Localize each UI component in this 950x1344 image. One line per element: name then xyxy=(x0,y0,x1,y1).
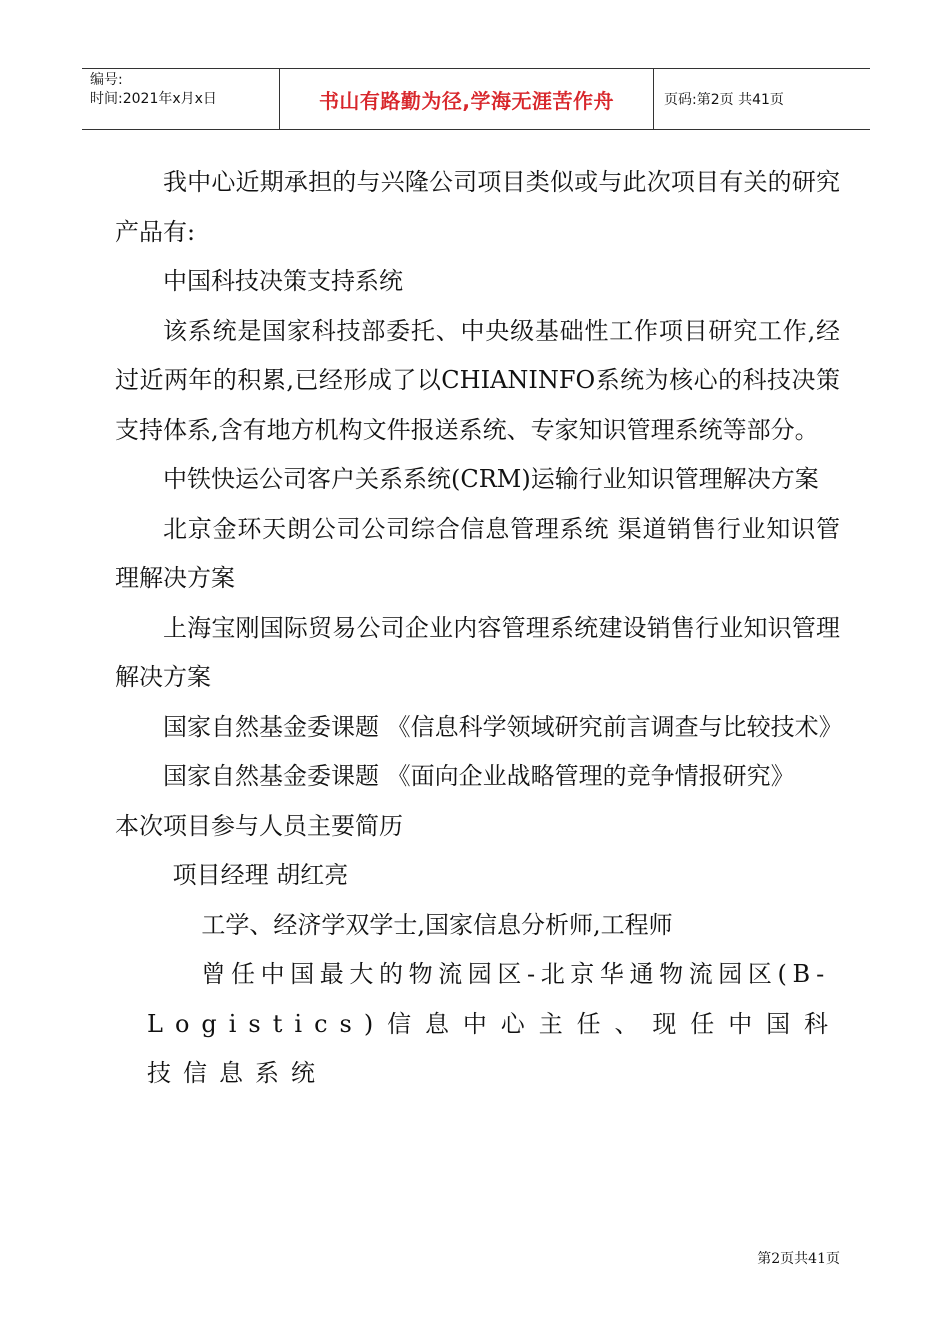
paragraph-system-desc: 该系统是国家科技部委托、中央级基础性工作项目研究工作,经过近两年的积累,已经形成了以CHIANINFO系统为核心的科技决策支持体系,含有地方机构文件报送系统、专家知识管理系统等部分。 xyxy=(115,316,840,444)
code-label: 编号: xyxy=(90,72,123,88)
header-motto: 书山有路勤为径,学海无涯苦作舟 xyxy=(280,69,654,129)
paragraph-degree: 工学、经济学双学士,国家信息分析师,工程师 xyxy=(201,910,673,939)
paragraph-nsfc-2: 国家自然基金委课题 《面向企业战略管理的竞争情报研究》 xyxy=(163,762,795,790)
page-footer: 第2页共41页 xyxy=(757,1251,840,1267)
paragraph-project-baogang: 上海宝刚国际贸易公司企业内容管理系统建设销售行业知识管理解决方案 xyxy=(115,613,840,691)
header-meta xyxy=(82,69,280,129)
header-page-number: 页码:第2页 共41页 xyxy=(664,92,784,108)
paragraph-manager: 项目经理 胡红亮 xyxy=(172,861,349,889)
paragraph-career-2: Logistics)信息中心主任、现任中国科技信息系统 xyxy=(147,1009,840,1087)
date-label: 时间:2021年x月x日 xyxy=(90,91,217,107)
paragraph-project-jinhuan: 北京金环天朗公司公司综合信息管理系统 渠道销售行业知识管理解决方案 xyxy=(115,514,840,592)
document-body xyxy=(115,158,843,1099)
paragraph-nsfc-1: 国家自然基金委课题 《信息科学领域研究前言调查与比较技术》 xyxy=(163,712,843,741)
page-header xyxy=(82,68,870,130)
paragraph-project-crm: 中铁快运公司客户关系系统(CRM)运输行业知识管理解决方案 xyxy=(163,465,819,493)
paragraph-intro: 我中心近期承担的与兴隆公司项目类似或与此次项目有关的研究产品有: xyxy=(115,168,840,246)
paragraph-staff-heading: 本次项目参与人员主要简历 xyxy=(115,811,403,840)
paragraph-system-title: 中国科技决策支持系统 xyxy=(163,267,403,295)
paragraph-career-1: 曾任中国最大的物流园区-北京华通物流园区(B- xyxy=(201,960,830,988)
